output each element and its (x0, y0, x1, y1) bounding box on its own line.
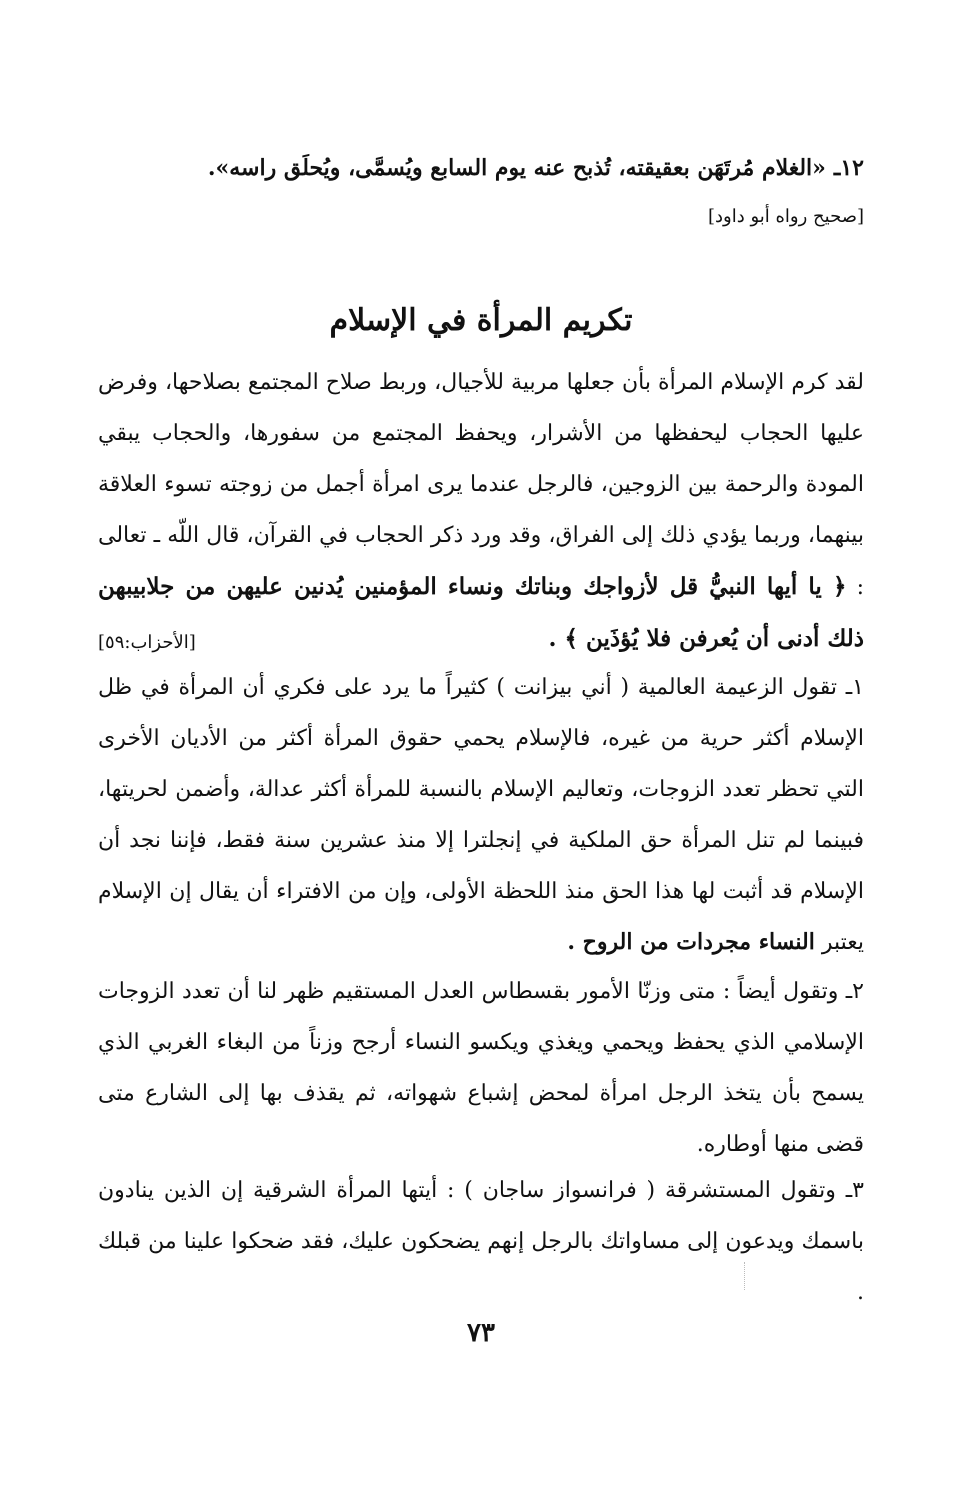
quran-verse: ﴿ يا أيها النبيُّ قل لأزواجك وبناتك ونساء المؤمنين يُدنين عليهن من جلابيبهن ذلك أدنى أن يُعرفن فلا يُؤذَين ﴾ . (98, 573, 864, 652)
point-2-paragraph (98, 966, 864, 1170)
point-2-text: ٢ـ وتقول أيضاً : متى وزنّا الأمور بقسطاس العدل المستقيم ظهر لنا أن تعدد الزوجات الإسلامي الذي يحفظ ويحمي ويغذي ويكسو النساء أرجح وزناً من البغاء الغربي الذي يسمح بأن يتخذ الرجل امرأة لمحض إشباع شهواته، ثم يقذف بها إلى الشارع متى قضى منها أوطاره. (98, 979, 864, 1157)
point-1-paragraph (98, 662, 864, 968)
quran-reference: [الأحزاب:٥٩] (98, 632, 196, 653)
hadith-line (98, 150, 864, 186)
point-1-text: ١ـ تقول الزعيمة العالمية ( أني بيزانت ) كثيراً ما يرد على فكري أن المرأة في ظل الإسلام أكثر حرية من غيره، فالإسلام يحمي حقوق المرأة أكثر من الأديان الأخرى التي تحظر تعدد الزوجات، وتعاليم الإسلام بالنسبة للمرأة أكثر عدالة، وأضمن لحريتها، فبينما لم تنل المرأة حق الملكية في إنجلترا إلا منذ عشرين سنة فقط، فإننا نجد أن الإسلام قد أثبت لها هذا الحق منذ اللحظة الأولى، وإن من الافتراء أن يقال إن الإسلام يعتبر (98, 675, 864, 955)
intro-paragraph (98, 357, 864, 668)
page-title: تكريم المرأة في الإسلام (329, 303, 633, 338)
hadith-source: [صحيح رواه أبو داود] (707, 206, 864, 227)
hadith-number: ١٢ـ (833, 155, 864, 181)
page-number: ٧٣ (467, 1318, 495, 1348)
point-3-paragraph (98, 1165, 864, 1318)
point-1-bold-end: النساء مجردات من الروح . (567, 929, 815, 955)
hadith-text: «الغلام مُرتَهَن بعقيقته، تُذبح عنه يوم السابع ويُسمَّى، ويُحلَق راسه». (207, 155, 826, 181)
point-3-text: ٣ـ وتقول المستشرقة ( فرانسواز ساجان ) : أيتها المرأة الشرقية إن الذين ينادون باسمك ويدعون إلى مساواتك بالرجل إنهم يضحكون عليك، فقد ضحكوا علينا من قبلك . (98, 1178, 864, 1305)
scan-mark (744, 1262, 747, 1290)
intro-text: لقد كرم الإسلام المرأة بأن جعلها مربية للأجيال، وربط صلاح المجتمع بصلاحها، وفرض عليها الحجاب ليحفظها من الأشرار، ويحفظ المجتمع من سفورها، والحجاب يبقي المودة والرحمة بين الزوجين، فالرجل عندما يرى امرأة أجمل من زوجته تسوء العلاقة بينهما، وربما يؤدي ذلك إلى الفراق، وقد ورد ذكر الحجاب في القرآن، قال اللّه ـ تعالى : (98, 370, 865, 600)
